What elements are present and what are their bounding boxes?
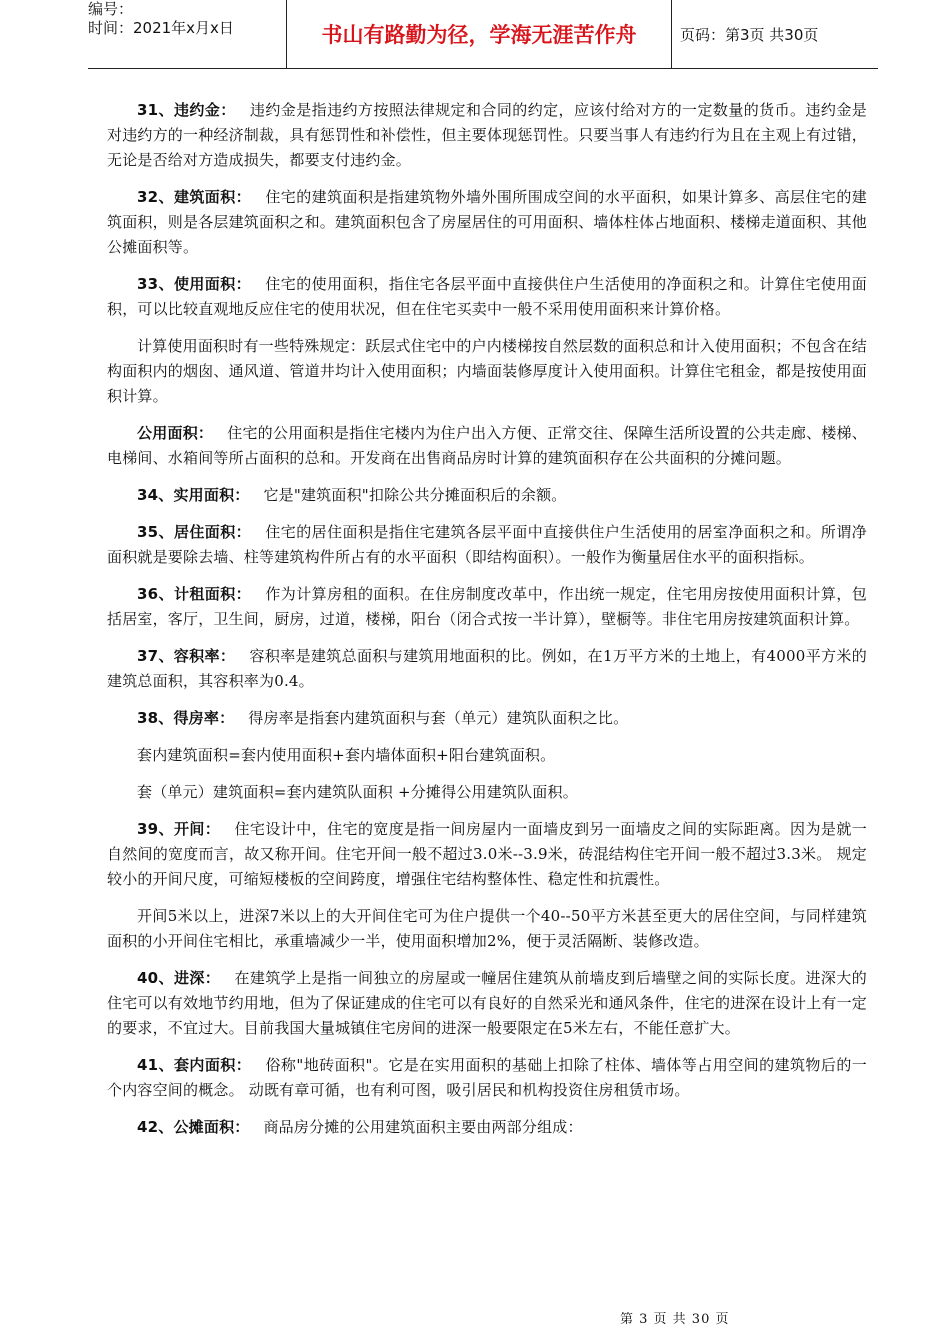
paragraph — [107, 1053, 867, 1103]
date-label: 时间：2021年x月x日 — [88, 19, 234, 37]
term-label: 公用面积： — [137, 424, 214, 442]
paragraph — [107, 904, 867, 954]
paragraph-text: 俗称"地砖面积"。它是在实用面积的基础上扣除了柱体、墙体等占用空间的建筑物后的一个内容空间的概念。 动既有章可循，也有利可图，吸引居民和机构投资住房租赁市场。 — [107, 1056, 867, 1099]
term-label: 38、得房率： — [137, 709, 235, 727]
header-meta — [88, 0, 286, 68]
paragraph-text: 商品房分摊的公用建筑面积主要由两部分组成： — [263, 1118, 583, 1136]
paragraph — [107, 185, 867, 260]
paragraph — [107, 483, 867, 508]
paragraph-text: 在建筑学上是指一间独立的房屋或一幢居住建筑从前墙皮到后墙壁之间的实际长度。进深大的住宅可以有效地节约用地，但为了保证建成的住宅可以有良好的自然采光和通风条件，住宅的进深在设计上有一定的要求，不宜过大。目前我国大量城镇住宅房间的进深一般要限定在5米左右，不能任意扩大。 — [107, 969, 868, 1037]
paragraph-text: 作为计算房租的面积。在住房制度改革中，作出统一规定，住宅用房按使用面积计算，包括居室，客厅，卫生间，厨房，过道，楼梯，阳台（闭合式按一半计算），壁橱等。非住宅用房按建筑面积计算。 — [107, 585, 867, 628]
term-label: 42、公摊面积： — [137, 1118, 250, 1136]
paragraph — [107, 582, 867, 632]
paragraph — [107, 966, 867, 1041]
term-label: 31、违约金： — [137, 101, 236, 119]
page-header — [88, 0, 878, 69]
paragraph-text: 住宅的居住面积是指住宅建筑各层平面中直接供住户生活使用的居室净面积之和。所谓净面积就是要除去墙、柱等建筑构件所占有的水平面积（即结构面积）。一般作为衡量居住水平的面积指标。 — [107, 523, 867, 566]
term-label: 40、进深： — [137, 969, 221, 987]
paragraph — [107, 1115, 867, 1140]
paragraph-text: 套（单元）建筑面积=套内建筑队面积 +分摊得公用建筑队面积。 — [137, 783, 578, 801]
paragraph-text: 套内建筑面积=套内使用面积+套内墙体面积+阳台建筑面积。 — [137, 746, 556, 764]
paragraph-text: 住宅的公用面积是指住宅楼内为住户出入方便、正常交往、保障生活所设置的公共走廊、楼梯、电梯间、水箱间等所占面积的总和。开发商在出售商品房时计算的建筑面积存在公共面积的分摊问题。 — [107, 424, 867, 467]
page-footer: 第 3 页 共 30 页 — [620, 1312, 730, 1327]
paragraph-text: 违约金是指违约方按照法律规定和合同的约定，应该付给对方的一定数量的货币。违约金是对违约方的一种经济制裁，具有惩罚性和补偿性，但主要体现惩罚性。只要当事人有违约行为且在主观上有过错，无论是否给对方造成损失，都要支付违约金。 — [107, 101, 868, 169]
header-motto: 书山有路勤为径，学海无涯苦作舟 — [321, 23, 637, 47]
paragraph-text: 容积率是建筑总面积与建筑用地面积的比。例如，在1万平方米的土地上，有4000平方米的建筑总面积，其容积率为0.4。 — [107, 647, 867, 690]
term-label: 39、开间： — [137, 820, 221, 838]
paragraph — [107, 743, 867, 768]
paragraph-text: 得房率是指套内建筑面积与套（单元）建筑队面积之比。 — [248, 709, 629, 727]
term-label: 41、套内面积： — [137, 1056, 252, 1074]
term-label: 33、使用面积： — [137, 275, 252, 293]
paragraph — [107, 706, 867, 731]
paragraph — [107, 817, 867, 892]
paragraph-text: 它是"建筑面积"扣除公共分摊面积后的余额。 — [263, 486, 567, 504]
paragraph-text: 住宅的建筑面积是指建筑物外墙外围所围成空间的水平面积，如果计算多、高层住宅的建筑面积，则是各层建筑面积之和。建筑面积包含了房屋居住的可用面积、墙体柱体占地面积、楼梯走道面积、其他公摊面积等。 — [107, 188, 868, 256]
paragraph — [107, 272, 867, 322]
paragraph-text: 开间5米以上，进深7米以上的大开间住宅可为住户提供一个40--50平方米甚至更大的居住空间，与同样建筑面积的小开间住宅相比，承重墙减少一半，使用面积增加2%，便于灵活隔断、装修改造。 — [107, 907, 867, 950]
header-page-label: 页码：第3页 共30页 — [680, 25, 819, 44]
paragraph-text: 住宅的使用面积，指住宅各层平面中直接供住户生活使用的净面积之和。计算住宅使用面积，可以比较直观地反应住宅的使用状况，但在住宅买卖中一般不采用使用面积来计算价格。 — [107, 275, 867, 318]
paragraph — [107, 98, 867, 173]
header-motto-cell — [286, 0, 672, 68]
term-label: 37、容积率： — [137, 647, 236, 665]
paragraph-text: 住宅设计中，住宅的宽度是指一间房屋内一面墙皮到另一面墙皮之间的实际距离。因为是就一自然间的宽度而言，故又称开间。住宅开间一般不超过3.0米--3.9米，砖混结构住宅开间一般不超过3.3米。 规定较小的开间尺度，可缩短楼板的空间跨度，增强住宅结构整体性、稳定性和抗震性。 — [107, 820, 867, 888]
term-label: 32、建筑面积： — [137, 188, 252, 206]
document-body — [107, 98, 867, 1152]
paragraph — [107, 520, 867, 570]
term-label: 36、计租面积： — [137, 585, 252, 603]
paragraph — [107, 421, 867, 471]
number-label: 编号： — [88, 0, 134, 18]
paragraph — [107, 334, 867, 409]
term-label: 34、实用面积： — [137, 486, 250, 504]
paragraph — [107, 780, 867, 805]
paragraph — [107, 644, 867, 694]
term-label: 35、居住面积： — [137, 523, 252, 541]
paragraph-text: 计算使用面积时有一些特殊规定：跃层式住宅中的户内楼梯按自然层数的面积总和计入使用面积；不包含在结构面积内的烟囱、通风道、管道井均计入使用面积；内墙面装修厚度计入使用面积。计算住宅租金，都是按使用面积计算。 — [107, 337, 868, 405]
